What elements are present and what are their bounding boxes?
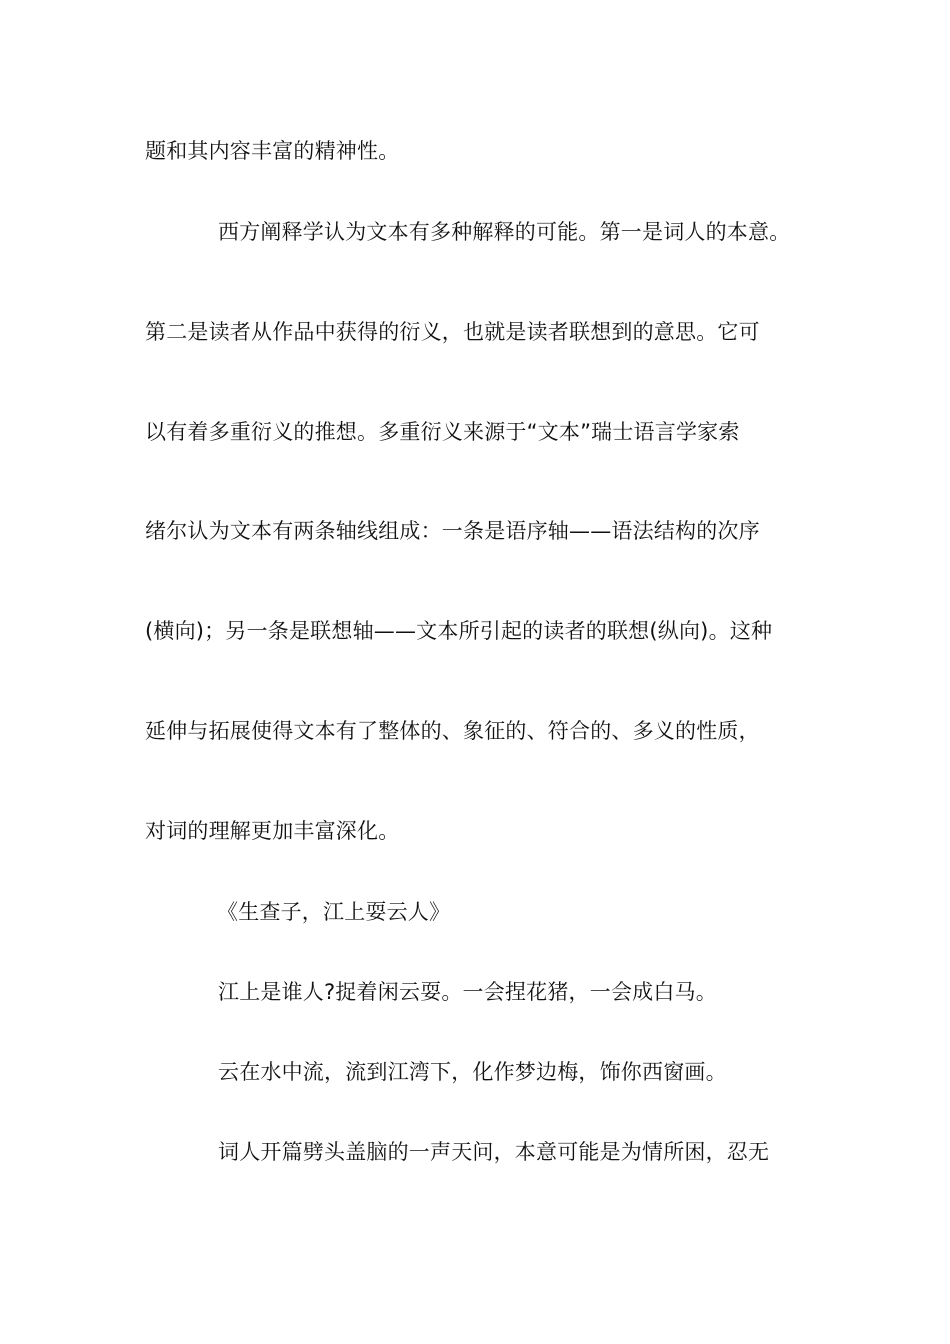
- paragraph-line: 以有着多重衍义的推想。多重衍义来源于“文本”瑞士语言学家索: [145, 420, 740, 444]
- paragraph-line: 对词的理解更加丰富深化。: [145, 819, 400, 843]
- poem-line: 江上是谁人?捉着闲云耍。一会捏花猪，一会成白马。: [218, 980, 717, 1004]
- poem-title: 《生查子，江上耍云人》: [217, 900, 451, 924]
- paragraph-line: 词人开篇劈头盖脑的一声天问，本意可能是为情所困，忍无: [218, 1140, 770, 1164]
- paragraph-line: 西方阐释学认为文本有多种解释的可能。第一是词人的本意。: [218, 220, 791, 244]
- paragraph-line: 绪尔认为文本有两条轴线组成：一条是语序轴——语法结构的次序: [145, 519, 760, 543]
- paragraph-line: 延伸与拓展使得文本有了整体的、象征的、符合的、多义的性质，: [145, 719, 760, 743]
- paragraph-line: 第二是读者从作品中获得的衍义，也就是读者联想到的意思。它可: [145, 320, 760, 344]
- paragraph-line: 题和其内容丰富的精神性。: [145, 139, 400, 163]
- poem-line: 云在水中流，流到江湾下，化作梦边梅，饰你西窗画。: [218, 1060, 727, 1084]
- paragraph-line: (横向)；另一条是联想轴——文本所引起的读者的联想(纵向)。这种: [145, 619, 773, 643]
